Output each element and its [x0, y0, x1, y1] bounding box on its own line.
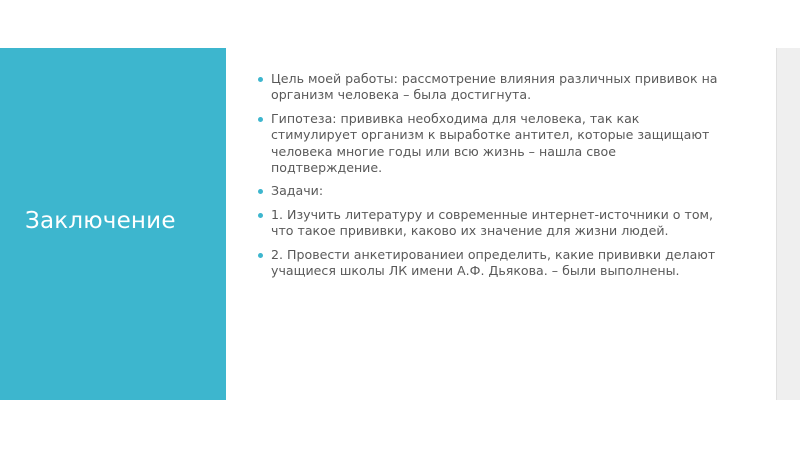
slide-title: Заключение	[25, 208, 176, 234]
bullet-goal	[258, 71, 720, 104]
side-strip	[776, 48, 800, 400]
bullet-text: Задачи:	[271, 183, 324, 199]
bullet-dot-icon	[258, 189, 263, 194]
bullet-text: Цель моей работы: рассмотрение влияния различных прививок на организм человека – была достигнута.	[271, 71, 718, 103]
bullet-tasks-heading	[258, 183, 720, 199]
bullet-dot-icon	[258, 253, 263, 258]
bullet-hypothesis	[258, 111, 720, 177]
bullet-text: Гипотеза: прививка необходима для человека, так как стимулирует организм к выработке антител, которые защищают человека многие годы или всю жизнь – нашла свое подтверждение.	[271, 110, 710, 176]
bullet-dot-icon	[258, 213, 263, 218]
bullet-text: 2. Провести анкетированиеи определить, какие прививки делают учащиеся школы ЛК имени А.Ф. Дьякова. – были выполнены.	[271, 246, 716, 279]
bullet-dot-icon	[258, 77, 263, 82]
bullet-dot-icon	[258, 117, 263, 122]
bullet-task-2	[258, 247, 720, 280]
bullet-text: 1. Изучить литературу и современные интернет-источники о том, что такое прививки, каково их значение для жизни людей.	[271, 206, 714, 239]
bullet-list	[258, 71, 720, 286]
bullet-task-1	[258, 207, 720, 240]
